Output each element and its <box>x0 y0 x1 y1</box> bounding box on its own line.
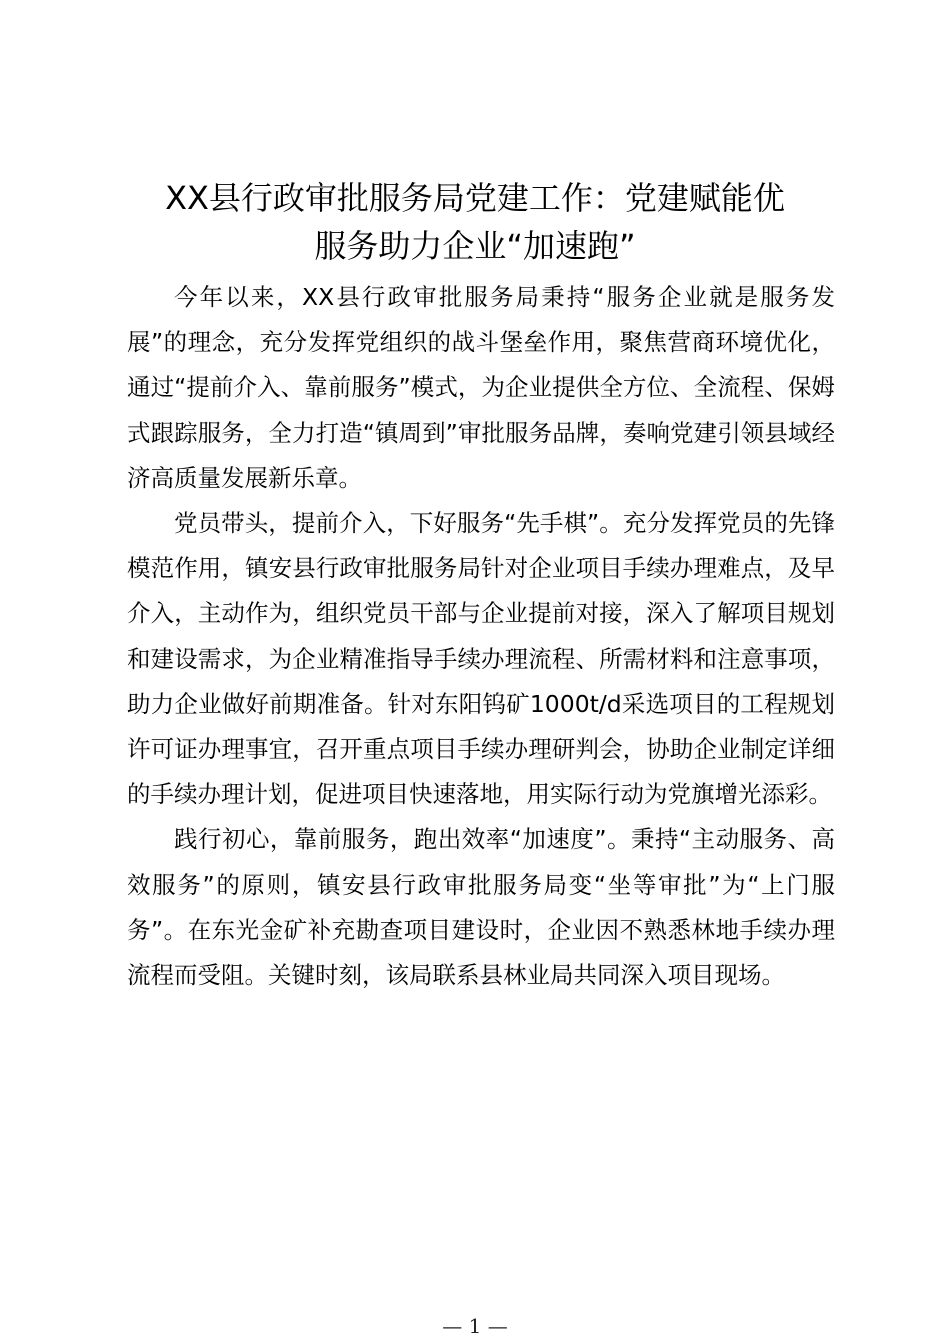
paragraph-party-members: 党员带头，提前介入，下好服务“先手棋”。充分发挥党员的先锋模范作用，镇安县行政审批服务局针对企业项目手续办理难点，及早介入，主动作为，组织党员干部与企业提前对接，深入了解项目规划和建设需求，为企业精准指导手续办理流程、所需材料和注意事项，助力企业做好前期准备。针对东阳钨矿1000t/d采选项目的工程规划许可证办理事宜，召开重点项目手续办理研判会，协助企业制定详细的手续办理计划，促进项目快速落地，用实际行动为党旗增光添彩。 <box>127 509 835 809</box>
paragraph-service: 践行初心，靠前服务，跑出效率“加速度”。秉持“主动服务、高效服务”的原则，镇安县行政审批服务局变“坐等审批”为“上门服务”。在东光金矿补充勘查项目建设时，企业因不熟悉林地手续办理流程而受阻。关键时刻，该局联系县林业局共同深入项目现场。 <box>127 825 835 990</box>
paragraph-intro: 今年以来，XX县行政审批服务局秉持“服务企业就是服务发展”的理念，充分发挥党组织的战斗堡垒作用，聚焦营商环境优化，通过“提前介入、靠前服务”模式，为企业提供全方位、全流程、保姆式跟踪服务，全力打造“镇周到”审批服务品牌，奏响党建引领县域经济高质量发展新乐章。 <box>127 283 835 492</box>
title-line-2: 服务助力企业“加速跑” <box>314 227 636 265</box>
page-number: — 1 — <box>442 1314 508 1338</box>
title-line-1: XX县行政审批服务局党建工作：党建赋能优 <box>165 179 785 217</box>
document-title <box>120 174 830 270</box>
document-body <box>127 275 835 998</box>
